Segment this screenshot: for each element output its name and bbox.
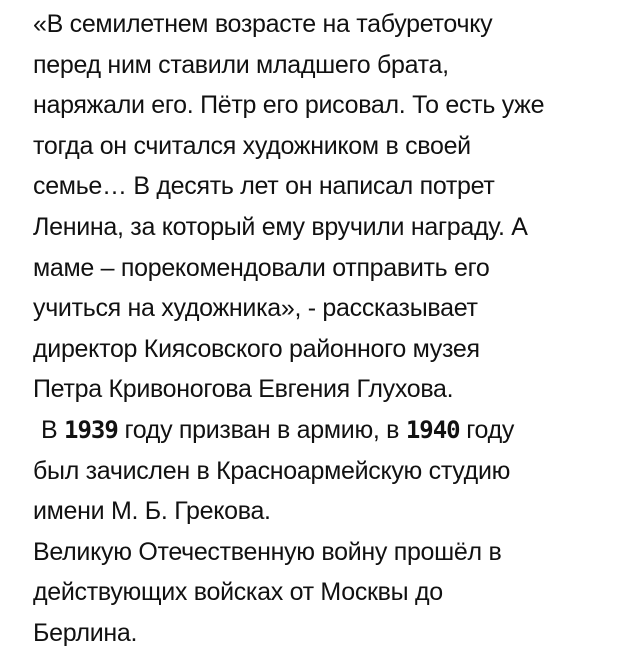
text-line: Берлина. bbox=[33, 618, 138, 647]
text-line: семье… В десять лет он написал потрет bbox=[33, 172, 495, 201]
article-text bbox=[33, 4, 629, 654]
text-line: директор Киясовского районного музея bbox=[33, 334, 480, 363]
year-1940: 1940 bbox=[405, 415, 460, 444]
text-line: был зачислен в Красноармейскую студию bbox=[33, 456, 511, 485]
paragraph-service bbox=[33, 410, 629, 532]
text-line: Великую Отечественную войну прошёл в bbox=[33, 537, 502, 566]
text-line: тогда он считался художником в своей bbox=[33, 131, 471, 160]
paragraph-quote bbox=[33, 4, 629, 410]
text-line bbox=[33, 410, 629, 451]
text-line: Петра Кривоногова Евгения Глухова. bbox=[33, 375, 454, 404]
text-fragment: году bbox=[459, 415, 515, 444]
text-line: учиться на художника», - рассказывает bbox=[33, 294, 478, 323]
text-line: «В семилетнем возрасте на табуреточку bbox=[33, 10, 493, 38]
text-line: действующих войсках от Москвы до bbox=[33, 578, 443, 607]
text-line: перед ним ставили младшего брата, bbox=[33, 50, 449, 79]
year-1939: 1939 bbox=[64, 415, 118, 444]
text-fragment: году призван в армию, в bbox=[117, 415, 406, 444]
paragraph-war bbox=[33, 532, 629, 654]
text-line: наряжали его. Пётр его рисовал. То есть уже bbox=[33, 91, 545, 120]
text-line: Ленина, за который ему вручили награду. А bbox=[33, 212, 528, 241]
text-fragment: В bbox=[41, 415, 65, 444]
text-line: имени М. Б. Грекова. bbox=[33, 497, 271, 526]
text-line: маме – порекомендовали отправить его bbox=[33, 253, 490, 282]
